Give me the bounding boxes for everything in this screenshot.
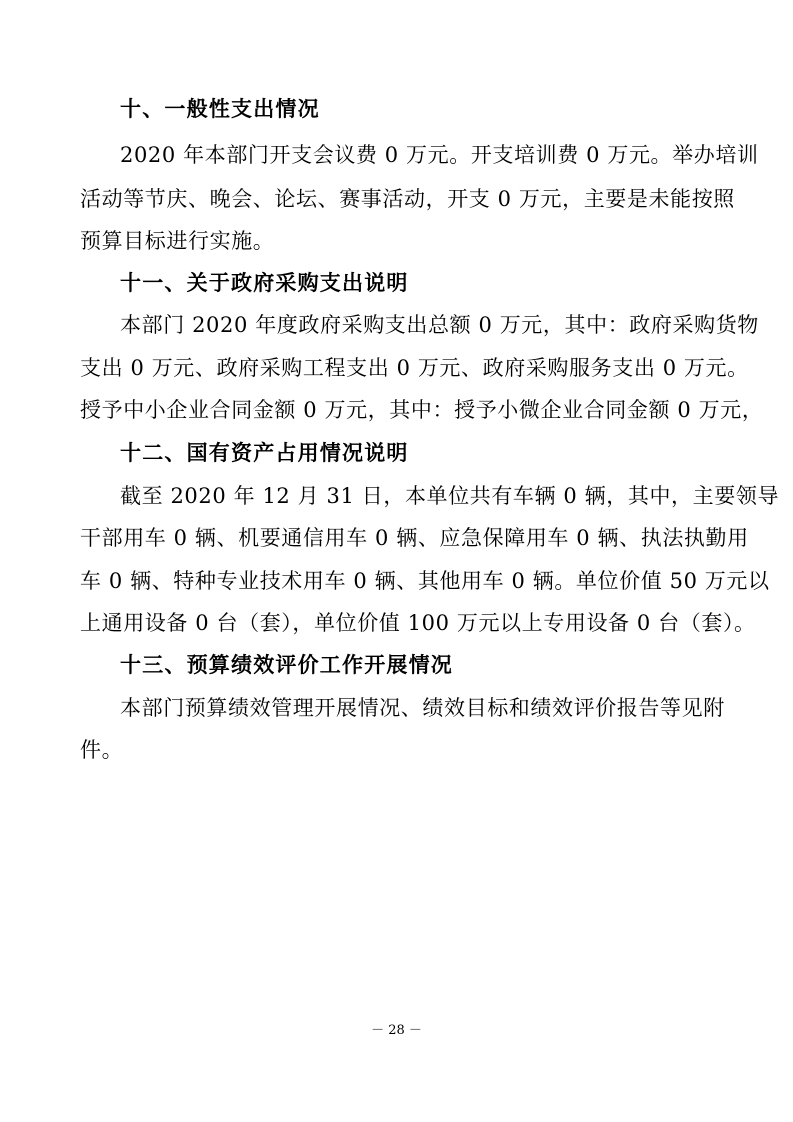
paragraph-line: 活动等节庆、晚会、论坛、赛事活动，开支 0 万元，主要是未能按照 <box>80 187 735 211</box>
section-heading: 十一、关于政府采购支出说明 <box>120 271 409 295</box>
paragraph-line: 2020 年本部门开支会议费 0 万元。开支培训费 0 万元。举办培训 <box>120 143 759 167</box>
paragraph-line: 预算目标进行实施。 <box>80 229 275 253</box>
paragraph-line: 件。 <box>80 738 124 762</box>
page-number: － 28 － <box>371 1023 422 1038</box>
paragraph-line: 本部门预算绩效管理开展情况、绩效目标和绩效评价报告等见附 <box>120 696 725 720</box>
paragraph-line: 授予中小企业合同金额 0 万元，其中：授予小微企业合同金额 0 万元， <box>80 398 764 422</box>
section-heading: 十二、国有资产占用情况说明 <box>120 441 409 465</box>
paragraph-line: 上通用设备 0 台（套），单位价值 100 万元以上专用设备 0 台（套）。 <box>80 611 756 635</box>
paragraph-line: 干部用车 0 辆、机要通信用车 0 辆、应急保障用车 0 辆、执法执勤用 <box>80 526 749 550</box>
paragraph-line: 车 0 辆、特种专业技术用车 0 辆、其他用车 0 辆。单位价值 50 万元以 <box>80 569 770 593</box>
section-heading: 十、一般性支出情况 <box>120 97 320 121</box>
paragraph-line: 本部门 2020 年度政府采购支出总额 0 万元，其中：政府采购货物 <box>120 313 759 337</box>
section-heading: 十三、预算绩效评价工作开展情况 <box>120 653 453 677</box>
paragraph-line: 截至 2020 年 12 月 31 日，本单位共有车辆 0 辆，其中，主要领导 <box>120 484 780 508</box>
paragraph-line: 支出 0 万元、政府采购工程支出 0 万元、政府采购服务支出 0 万元。 <box>80 356 749 380</box>
